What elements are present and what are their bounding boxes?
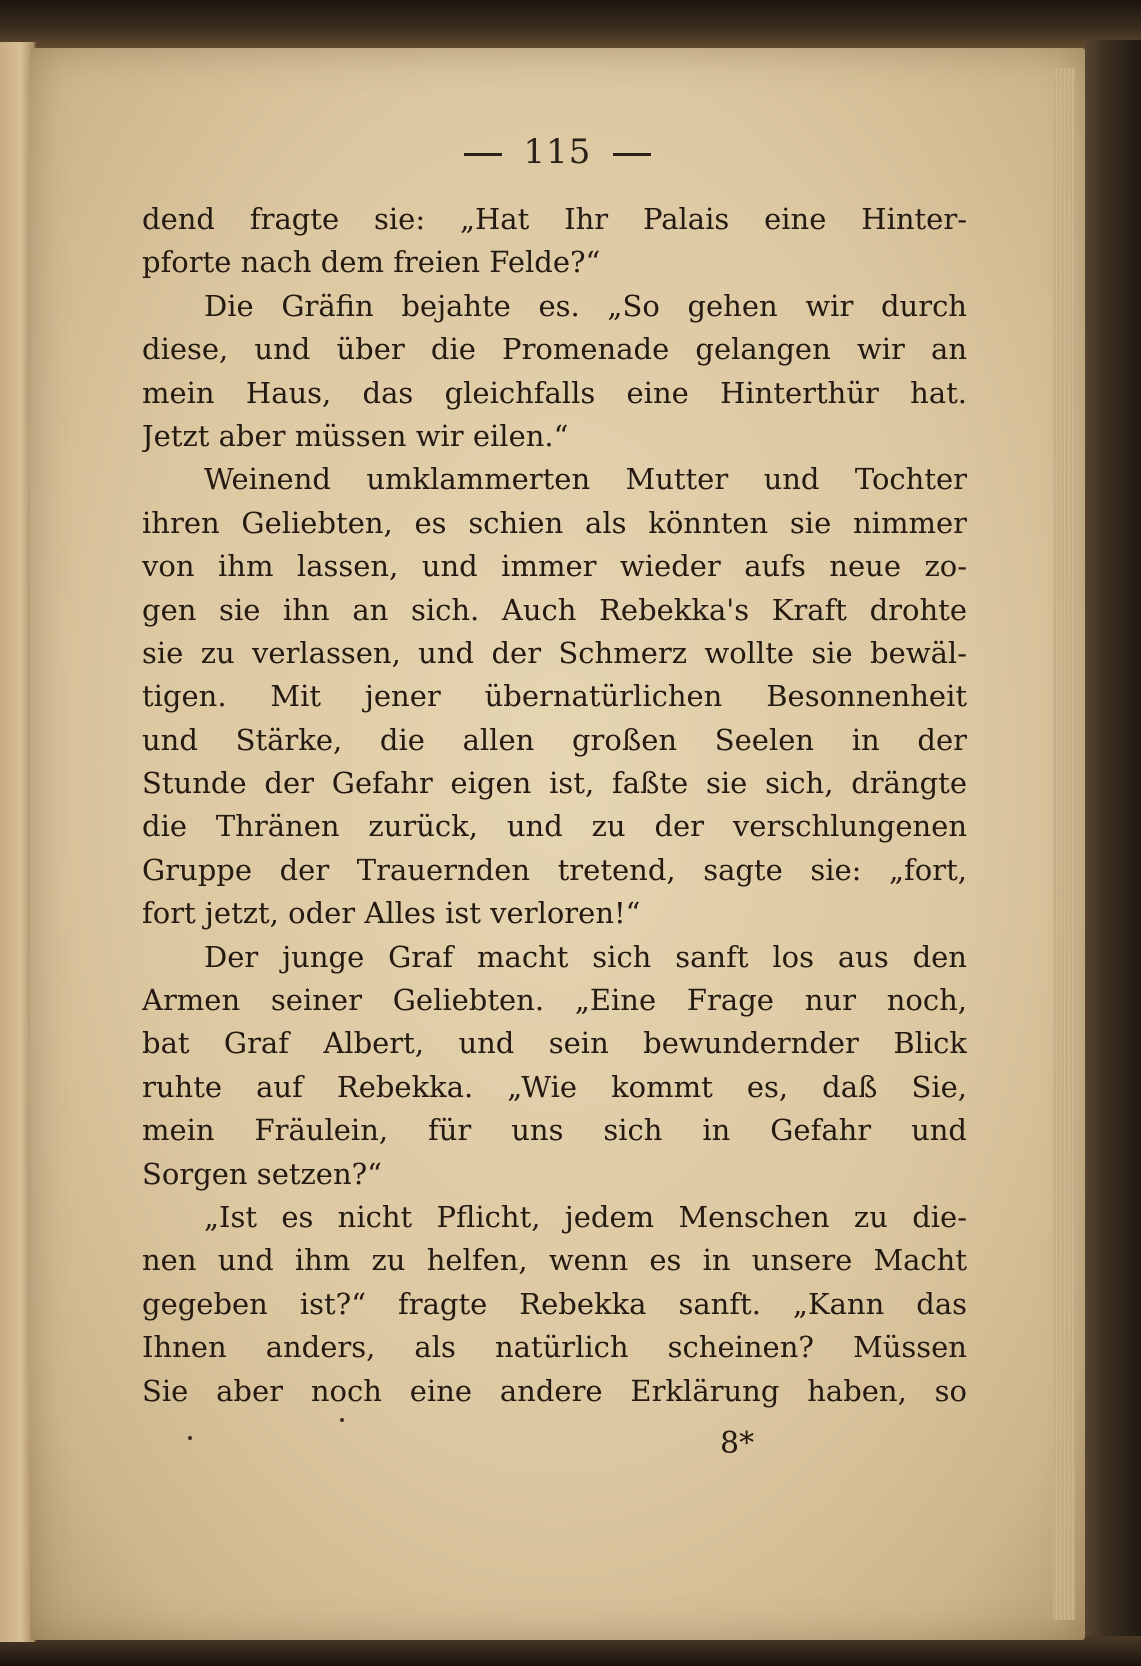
text-line: Sie aber noch eine andere Erklärung haben, so xyxy=(142,1373,967,1408)
text-line: die Thränen zurück, und zu der verschlungenen xyxy=(142,809,967,844)
book-page xyxy=(30,48,1085,1640)
text-line: „Ist es nicht Pflicht, jedem Menschen zu die- xyxy=(204,1199,967,1234)
header-dash-left xyxy=(464,153,502,156)
text-line: diese, und über die Promenade gelangen wir an xyxy=(142,332,967,367)
text-line: Ihnen anders, als natürlich scheinen? Müssen xyxy=(142,1330,967,1365)
text-line: Jetzt aber müssen wir eilen.“ xyxy=(142,418,569,453)
text-line: und Stärke, die allen großen Seelen in der xyxy=(142,722,967,757)
text-line: mein Haus, das gleichfalls eine Hinterthür hat. xyxy=(142,375,967,410)
book-spine-right-edge xyxy=(1083,40,1141,1666)
text-line: Stunde der Gefahr eigen ist, faßte sie sich, drängte xyxy=(142,766,967,801)
text-line: Weinend umklammerten Mutter und Tochter xyxy=(204,462,967,497)
text-line: Gruppe der Trauernden tretend, sagte sie: „fort, xyxy=(142,852,967,887)
text-line: Die Gräfin bejahte es. „So gehen wir durch xyxy=(204,288,967,323)
page-number: 115 xyxy=(523,132,592,172)
page-header xyxy=(30,132,1085,172)
signature-mark: 8* xyxy=(720,1426,755,1461)
text-line: tigen. Mit jener übernatürlichen Besonnenheit xyxy=(142,679,967,714)
text-line: von ihm lassen, und immer wieder aufs neue zo- xyxy=(142,549,967,584)
book-cover-bottom-edge xyxy=(0,1636,1141,1666)
ink-speck xyxy=(188,1436,192,1440)
text-line: ruhte auf Rebekka. „Wie kommt es, daß Sie, xyxy=(142,1069,967,1104)
text-line: mein Fräulein, für uns sich in Gefahr und xyxy=(142,1113,967,1148)
page-stack-edge xyxy=(1053,68,1075,1620)
text-line: dend fragte sie: „Hat Ihr Palais eine Hinter- xyxy=(142,202,967,236)
text-line: sie zu verlassen, und der Schmerz wollte sie bewäl- xyxy=(142,635,967,670)
text-line: bat Graf Albert, und sein bewundernder Blick xyxy=(142,1026,967,1061)
text-line: gegeben ist?“ fragte Rebekka sanft. „Kann das xyxy=(142,1286,967,1321)
text-line: gen sie ihn an sich. Auch Rebekka's Kraft drohte xyxy=(142,592,967,627)
text-line: nen und ihm zu helfen, wenn es in unsere Macht xyxy=(142,1243,967,1278)
book-cover-top-edge xyxy=(0,0,1141,52)
text-line: fort jetzt, oder Alles ist verloren!“ xyxy=(142,896,641,931)
text-line: Armen seiner Geliebten. „Eine Frage nur noch, xyxy=(142,983,967,1018)
header-dash-right xyxy=(613,153,651,156)
text-line: Der junge Graf macht sich sanft los aus den xyxy=(204,939,967,974)
text-line: ihren Geliebten, es schien als könnten sie nimmer xyxy=(142,505,967,540)
ink-speck xyxy=(340,1418,344,1422)
text-line: Sorgen setzen?“ xyxy=(142,1156,383,1191)
text-line: pforte nach dem freien Felde?“ xyxy=(142,245,601,280)
body-text xyxy=(142,198,967,1413)
